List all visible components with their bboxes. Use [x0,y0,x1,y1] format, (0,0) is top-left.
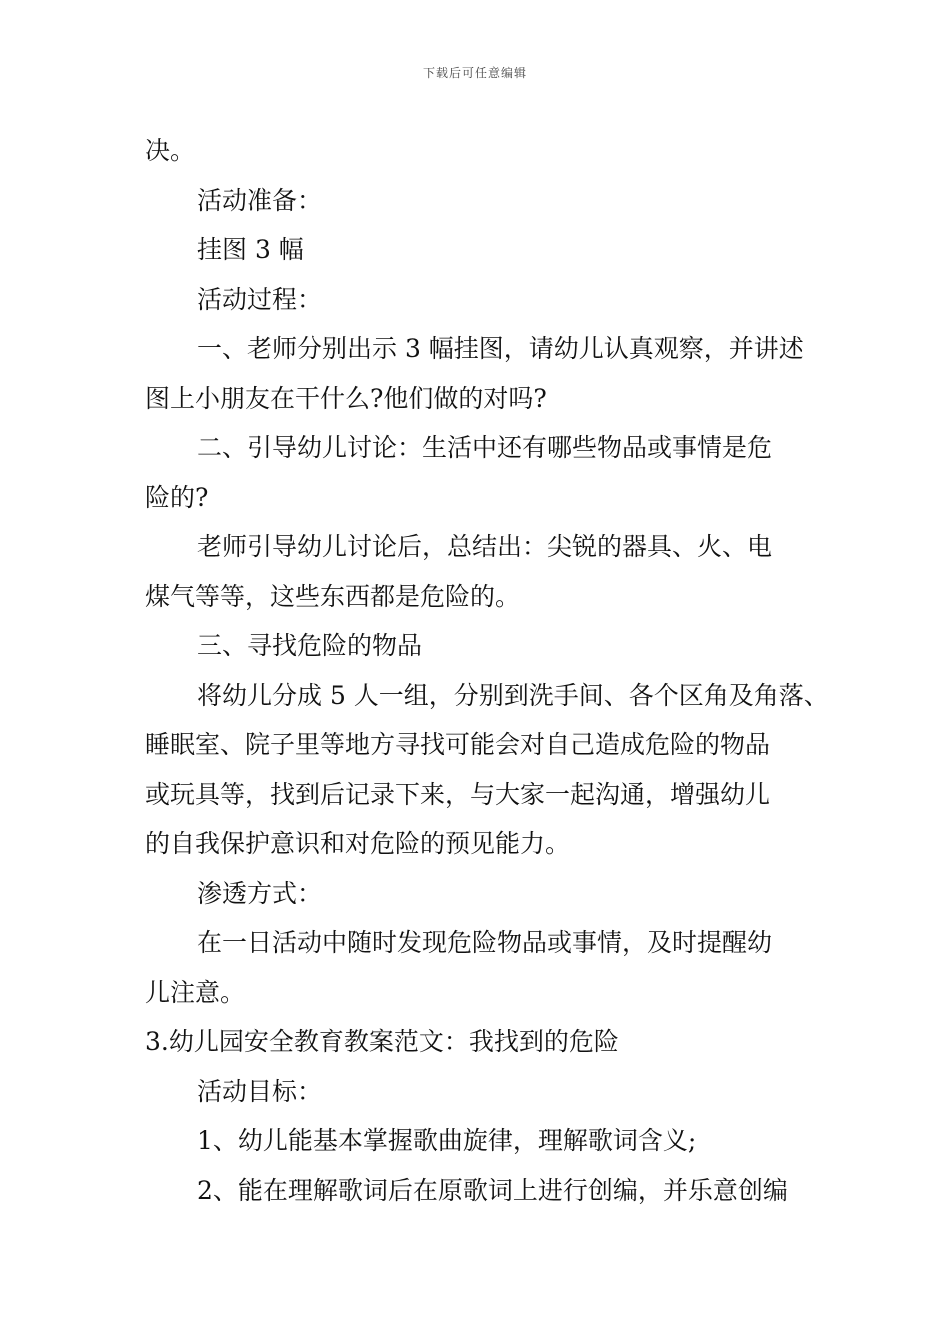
text-line: 决。 [145,136,196,165]
section-heading: 3.幼儿园安全教育教案范文：我找到的危险 [145,1027,619,1056]
text-line: 儿注意。 [145,977,246,1007]
text-line: 2、能在理解歌词后在原歌词上进行创编，并乐意创编 [197,1175,788,1205]
section-label-process: 活动过程： [197,284,323,314]
text-line: 将幼儿分成 5 人一组，分别到洗手间、各个区角及角落、 [197,680,829,710]
text-line: 挂图 3 幅 [197,235,304,264]
text-line: 1、幼儿能基本掌握歌曲旋律，理解歌词含义; [197,1126,697,1155]
document-body [145,126,829,1215]
text-line: 的自我保护意识和对危险的预见能力。 [145,829,571,858]
text-line: 老师引导幼儿讨论后，总结出：尖锐的器具、火、电 [197,532,773,561]
text-line: 图上小朋友在干什么?他们做的对吗? [145,383,547,413]
text-line: 三、寻找危险的物品 [197,631,423,660]
section-label-preparation: 活动准备： [197,185,323,215]
text-line: 煤气等等，这些东西都是危险的。 [145,581,521,611]
text-line: 一、老师分别出示 3 幅挂图，请幼儿认真观察，并讲述 [197,334,804,363]
page-header: 下载后可任意编辑 [422,66,527,80]
text-line: 在一日活动中随时发现危险物品或事情，及时提醒幼 [197,928,773,957]
text-line: 睡眠室、院子里等地方寻找可能会对自己造成危险的物品 [145,730,771,759]
text-line: 或玩具等，找到后记录下来，与大家一起沟通，增强幼儿 [145,779,771,809]
section-label-goals: 活动目标： [197,1076,323,1106]
text-line: 二、引导幼儿讨论：生活中还有哪些物品或事情是危 [197,433,773,462]
text-line: 险的? [145,482,209,512]
section-label-method: 渗透方式： [197,878,323,908]
